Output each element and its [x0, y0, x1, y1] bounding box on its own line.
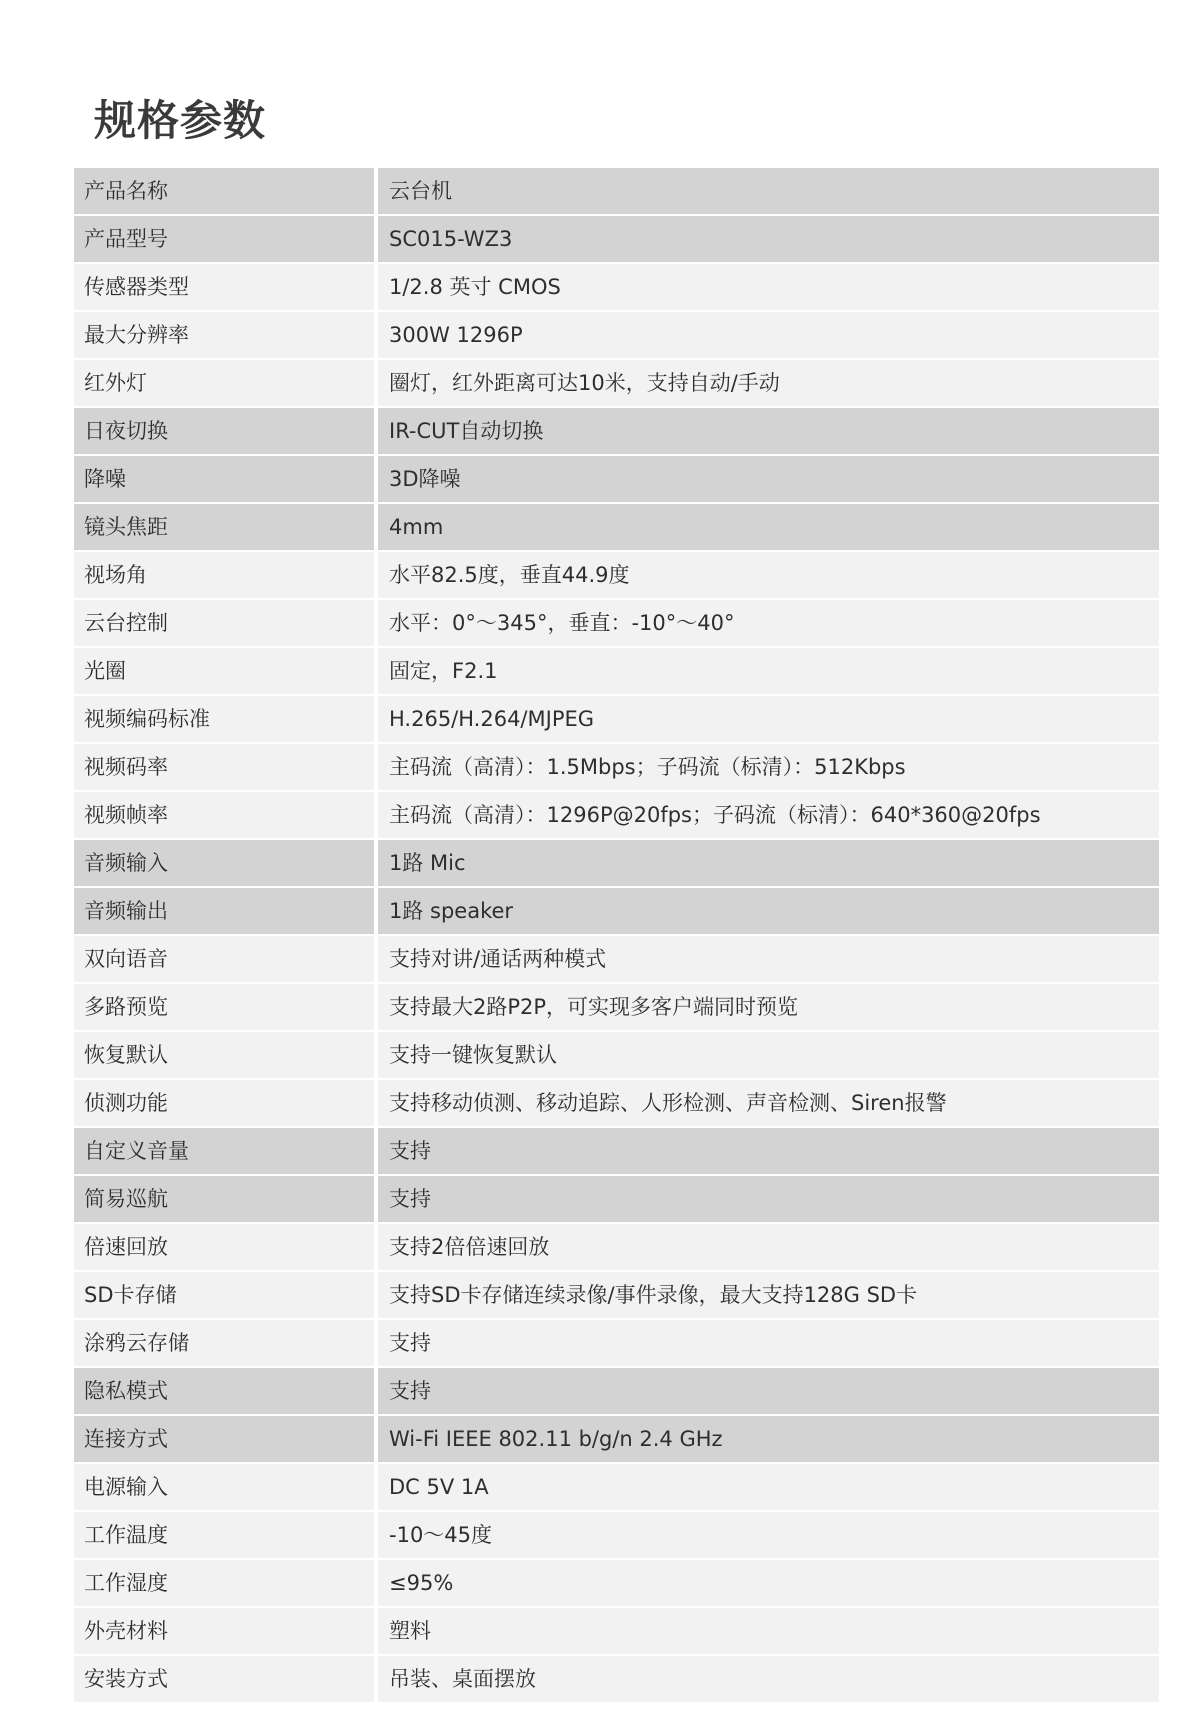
- table-row: [74, 840, 1159, 886]
- table-row: [74, 792, 1159, 838]
- spec-value: 吊装、桌面摆放: [378, 1656, 1159, 1702]
- spec-label: 恢复默认: [74, 1032, 374, 1078]
- table-row: [74, 264, 1159, 310]
- spec-label: 光圈: [74, 648, 374, 694]
- spec-value: 1路 Mic: [378, 840, 1159, 886]
- spec-value: 主码流（高清）：1296P@20fps；子码流（标清）：640*360@20fps: [378, 792, 1159, 838]
- spec-label: 视频编码标准: [74, 696, 374, 742]
- table-row: [74, 1320, 1159, 1366]
- spec-label: 视频帧率: [74, 792, 374, 838]
- table-row: [74, 1512, 1159, 1558]
- spec-label: 视频码率: [74, 744, 374, 790]
- spec-label: 侦测功能: [74, 1080, 374, 1126]
- spec-label: 音频输出: [74, 888, 374, 934]
- spec-value: 3D降噪: [378, 456, 1159, 502]
- spec-value: 水平82.5度，垂直44.9度: [378, 552, 1159, 598]
- table-row: [74, 360, 1159, 406]
- table-row: [74, 408, 1159, 454]
- spec-value: 300W 1296P: [378, 312, 1159, 358]
- spec-value: 支持: [378, 1128, 1159, 1174]
- spec-label: 隐私模式: [74, 1368, 374, 1414]
- spec-label: 红外灯: [74, 360, 374, 406]
- table-row: [74, 216, 1159, 262]
- spec-value: 支持: [378, 1176, 1159, 1222]
- spec-value: SC015-WZ3: [378, 216, 1159, 262]
- spec-value: Wi-Fi IEEE 802.11 b/g/n 2.4 GHz: [378, 1416, 1159, 1462]
- spec-value: 固定，F2.1: [378, 648, 1159, 694]
- spec-value: ≤95%: [378, 1560, 1159, 1606]
- spec-value: 支持对讲/通话两种模式: [378, 936, 1159, 982]
- spec-label: 工作湿度: [74, 1560, 374, 1606]
- spec-label: 多路预览: [74, 984, 374, 1030]
- spec-label: 工作温度: [74, 1512, 374, 1558]
- spec-label: 降噪: [74, 456, 374, 502]
- spec-value: 支持一键恢复默认: [378, 1032, 1159, 1078]
- spec-value: 主码流（高清）：1.5Mbps；子码流（标清）：512Kbps: [378, 744, 1159, 790]
- spec-table: [74, 168, 1159, 1704]
- spec-label: 视场角: [74, 552, 374, 598]
- spec-label: 外壳材料: [74, 1608, 374, 1654]
- spec-value: IR-CUT自动切换: [378, 408, 1159, 454]
- spec-label: 产品名称: [74, 168, 374, 214]
- spec-label: 传感器类型: [74, 264, 374, 310]
- spec-label: 涂鸦云存储: [74, 1320, 374, 1366]
- spec-label: 连接方式: [74, 1416, 374, 1462]
- spec-value: 云台机: [378, 168, 1159, 214]
- table-row: [74, 1416, 1159, 1462]
- table-row: [74, 600, 1159, 646]
- table-row: [74, 1176, 1159, 1222]
- spec-label: 产品型号: [74, 216, 374, 262]
- spec-label: 倍速回放: [74, 1224, 374, 1270]
- table-row: [74, 1608, 1159, 1654]
- table-row: [74, 1032, 1159, 1078]
- spec-label: 最大分辨率: [74, 312, 374, 358]
- spec-value: 支持SD卡存储连续录像/事件录像，最大支持128G SD卡: [378, 1272, 1159, 1318]
- table-row: [74, 648, 1159, 694]
- spec-value: 支持: [378, 1320, 1159, 1366]
- table-row: [74, 1560, 1159, 1606]
- spec-label: 日夜切换: [74, 408, 374, 454]
- table-row: [74, 1272, 1159, 1318]
- spec-label: 自定义音量: [74, 1128, 374, 1174]
- spec-label: 镜头焦距: [74, 504, 374, 550]
- spec-value: 4mm: [378, 504, 1159, 550]
- spec-label: 音频输入: [74, 840, 374, 886]
- table-row: [74, 744, 1159, 790]
- spec-label: SD卡存储: [74, 1272, 374, 1318]
- spec-value: H.265/H.264/MJPEG: [378, 696, 1159, 742]
- table-row: [74, 1368, 1159, 1414]
- spec-value: 支持移动侦测、移动追踪、人形检测、声音检测、Siren报警: [378, 1080, 1159, 1126]
- spec-value: 支持最大2路P2P，可实现多客户端同时预览: [378, 984, 1159, 1030]
- table-row: [74, 552, 1159, 598]
- table-row: [74, 504, 1159, 550]
- table-row: [74, 1128, 1159, 1174]
- table-row: [74, 696, 1159, 742]
- spec-label: 简易巡航: [74, 1176, 374, 1222]
- table-row: [74, 984, 1159, 1030]
- spec-value: 支持: [378, 1368, 1159, 1414]
- table-row: [74, 936, 1159, 982]
- spec-label: 双向语音: [74, 936, 374, 982]
- spec-value: 塑料: [378, 1608, 1159, 1654]
- table-row: [74, 1656, 1159, 1702]
- table-row: [74, 456, 1159, 502]
- spec-label: 电源输入: [74, 1464, 374, 1510]
- spec-value: DC 5V 1A: [378, 1464, 1159, 1510]
- spec-value: 支持2倍倍速回放: [378, 1224, 1159, 1270]
- spec-value: -10～45度: [378, 1512, 1159, 1558]
- spec-label: 安装方式: [74, 1656, 374, 1702]
- spec-value: 圈灯，红外距离可达10米，支持自动/手动: [378, 360, 1159, 406]
- table-row: [74, 168, 1159, 214]
- spec-label: 云台控制: [74, 600, 374, 646]
- spec-value: 1/2.8 英寸 CMOS: [378, 264, 1159, 310]
- table-row: [74, 1464, 1159, 1510]
- table-row: [74, 312, 1159, 358]
- table-row: [74, 1224, 1159, 1270]
- table-row: [74, 888, 1159, 934]
- spec-value: 1路 speaker: [378, 888, 1159, 934]
- page-title: 规格参数: [94, 96, 267, 145]
- table-row: [74, 1080, 1159, 1126]
- spec-value: 水平：0°～345°，垂直：-10°～40°: [378, 600, 1159, 646]
